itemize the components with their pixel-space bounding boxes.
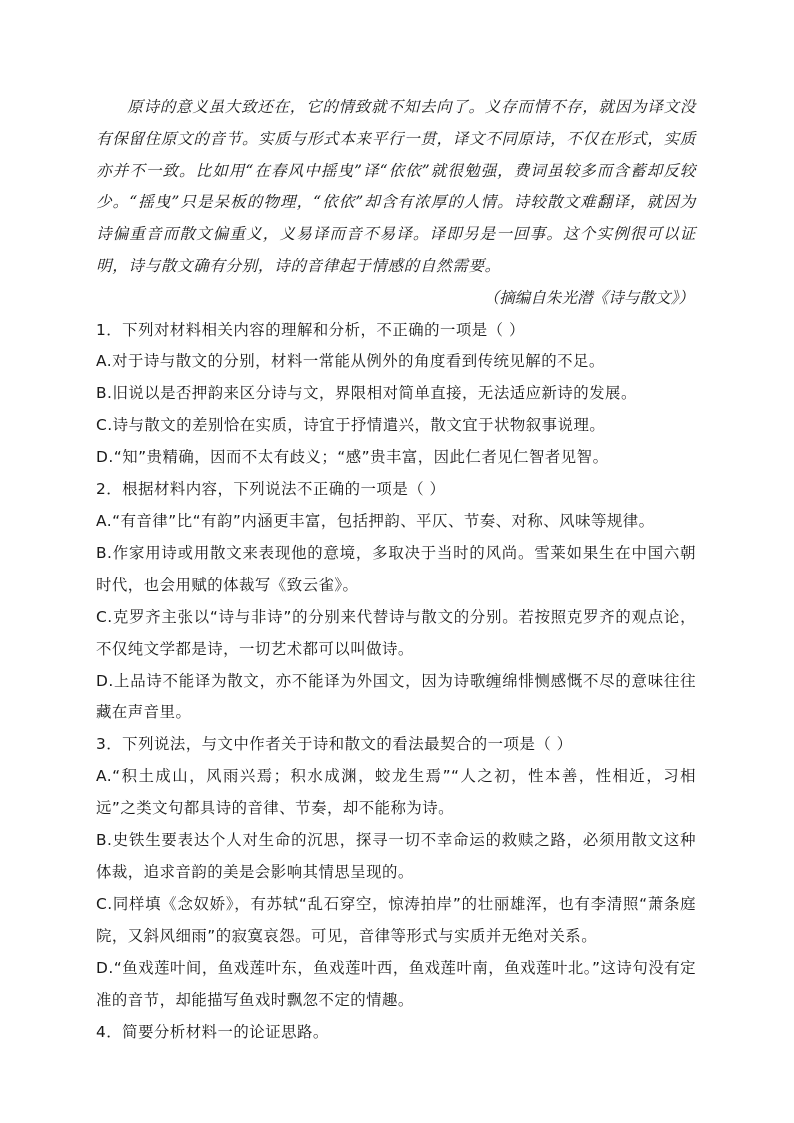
option-b: B.旧说以是否押韵来区分诗与文，界限相对简单直接，无法适应新诗的发展。 (96, 384, 637, 403)
passage-source: （摘编自朱光潜《诗与散文》） (483, 288, 694, 307)
question-stem: 1．下列对材料相关内容的理解和分析，不正确的一项是（ ） (96, 320, 525, 339)
option-a: A.“有音律”比“有韵”内涵更丰富，包括押韵、平仄、节奏、对称、风味等规律。 (96, 512, 655, 531)
question-1 (96, 315, 696, 475)
passage (96, 92, 696, 315)
passage-paragraph: 原诗的意义虽大致还在，它的情致就不知去向了。义存而情不存，就因为译文没有保留住原文的音节。实质与形式本来平行一贯，译文不同原诗，不仅在形式，实质亦并不一致。比如用“在春风中摇曳”译“依依”就很勉强，费词虽较多而含蓄却反较少。“摇曳”只是呆板的物理，“依依”却含有浓厚的人情。诗较散文难翻译，就因为诗偏重音而散文偏重义，义易译而音不易译。译即另是一回事。这个实例很可以证明，诗与散文确有分别，诗的音律起于情感的自然需要。 (96, 98, 696, 275)
option-b: B.史铁生要表达个人对生命的沉思，探寻一切不幸命运的救赎之路，必须用散文这种体裁，追求音韵的美是会影响其情思呈现的。 (96, 831, 696, 881)
option-d: D.“知”贵精确，因而不太有歧义；“感”贵丰富，因此仁者见仁智者见智。 (96, 448, 609, 467)
question-4 (96, 1017, 696, 1049)
question-3 (96, 729, 696, 1016)
question-stem: 3．下列说法，与文中作者关于诗和散文的看法最契合的一项是（ ） (96, 735, 573, 754)
option-c: C.诗与散文的差别恰在实质，诗宜于抒情遣兴，散文宜于状物叙事说理。 (96, 416, 606, 435)
option-a: A.对于诗与散文的分别，材料一常能从例外的角度看到传统见解的不足。 (96, 352, 605, 371)
option-b: B.作家用诗或用散文来表现他的意境，多取决于当时的风尚。雪莱如果生在中国六朝时代，也会用赋的体裁写《致云雀》。 (96, 543, 696, 594)
document-body (96, 92, 696, 1048)
option-c: C.克罗齐主张以“诗与非诗”的分别来代替诗与散文的分别。若按照克罗齐的观点论，不仅纯文学都是诗，一切艺术都可以叫做诗。 (96, 607, 696, 658)
question-2 (96, 474, 696, 729)
question-stem: 4．简要分析材料一的论证思路。 (96, 1022, 329, 1041)
question-stem: 2．根据材料内容，下列说法不正确的一项是（ ） (96, 480, 446, 499)
option-a: A.“积土成山，风雨兴焉；积水成渊，蛟龙生焉”“人之初，性本善，性相近，习相远”之类文句都具诗的音律、节奏，却不能称为诗。 (96, 767, 696, 818)
option-d: D.“鱼戏莲叶间，鱼戏莲叶东，鱼戏莲叶西，鱼戏莲叶南，鱼戏莲叶北。”这诗句没有定准的音节，却能描写鱼戏时飘忽不定的情趣。 (96, 958, 696, 1009)
option-c: C.同样填《念奴娇》，有苏轼“乱石穿空，惊涛拍岸”的壮丽雄浑，也有李清照“萧条庭院，又斜风细雨”的寂寞哀怨。可见，音律等形式与实质并无绝对关系。 (96, 894, 696, 945)
option-d: D.上品诗不能译为散文，亦不能译为外国文，因为诗歌缠绵悱恻感慨不尽的意味往往藏在声音里。 (96, 671, 696, 722)
